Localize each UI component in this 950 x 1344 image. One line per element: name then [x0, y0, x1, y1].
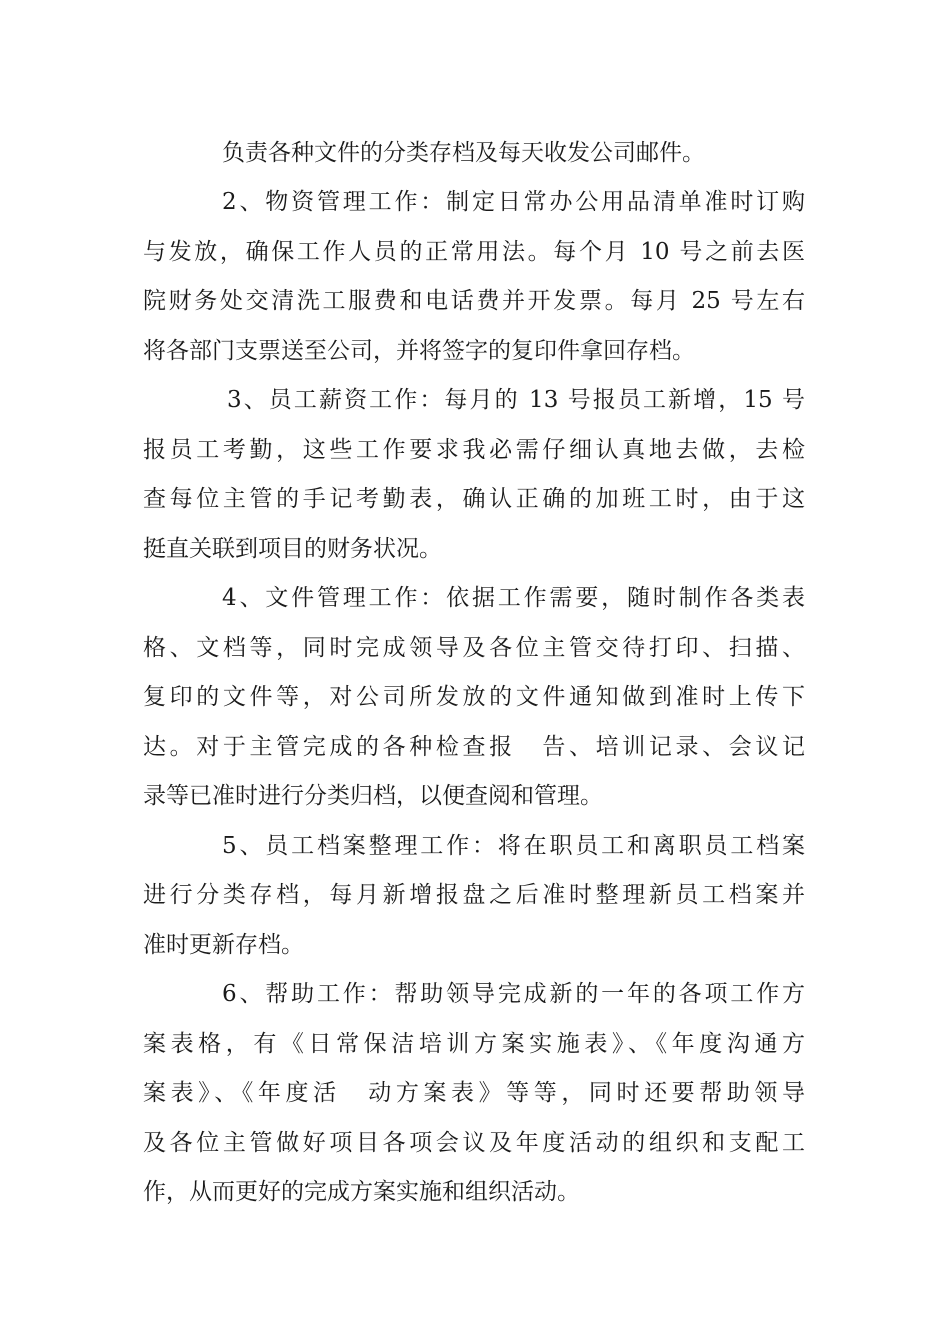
text-line: 挺直关联到项目的财务状况。 [143, 536, 442, 562]
text-line: 及各位主管做好项目各项会议及年度活动的组织和支配工 [143, 1130, 805, 1156]
text-line: 准时更新存档。 [143, 932, 304, 958]
text-line: 达。对于主管完成的各种检查报 告、培训记录、会议记 [143, 734, 805, 760]
paragraph-6-heading-line: 6、帮助工作：帮助领导完成新的一年的各项工作方 [222, 981, 805, 1007]
text-line: 复印的文件等，对公司所发放的文件通知做到准时上传下 [143, 684, 805, 710]
text-line: 负责各种文件的分类存档及每天收发公司邮件。 [222, 140, 705, 166]
paragraph-5-heading-line: 5、员工档案整理工作：将在职员工和离职员工档案 [222, 833, 805, 859]
text-line: 进行分类存档，每月新增报盘之后准时整理新员工档案并 [143, 882, 805, 908]
text-line: 报员工考勤，这些工作要求我必需仔细认真地去做，去检 [143, 437, 805, 463]
text-line: 院财务处交清洗工服费和电话费并开发票。每月 25 号左右 [143, 288, 805, 314]
text-line: 将各部门支票送至公司，并将签字的复印件拿回存档。 [143, 338, 695, 364]
paragraph-2-heading-line: 2、物资管理工作：制定日常办公用品清单准时订购 [222, 189, 805, 215]
text-line: 案表》、《年度活 动方案表》等等，同时还要帮助领导 [143, 1080, 805, 1106]
text-line: 案表格，有《日常保洁培训方案实施表》、《年度沟通方 [143, 1031, 805, 1057]
paragraph-3-heading-line: 3、员工薪资工作：每月的 13 号报员工新增，15 号 [227, 387, 805, 413]
text-line: 录等已准时进行分类归档，以便查阅和管理。 [143, 783, 603, 809]
paragraph-4-heading-line: 4、文件管理工作：依据工作需要，随时制作各类表 [222, 585, 805, 611]
text-line: 作，从而更好的完成方案实施和组织活动。 [143, 1179, 580, 1205]
text-line: 查每位主管的手记考勤表，确认正确的加班工时，由于这 [143, 486, 805, 512]
text-line: 与发放，确保工作人员的正常用法。每个月 10 号之前去医 [143, 239, 805, 265]
text-line: 格、文档等，同时完成领导及各位主管交待打印、扫描、 [143, 635, 805, 661]
